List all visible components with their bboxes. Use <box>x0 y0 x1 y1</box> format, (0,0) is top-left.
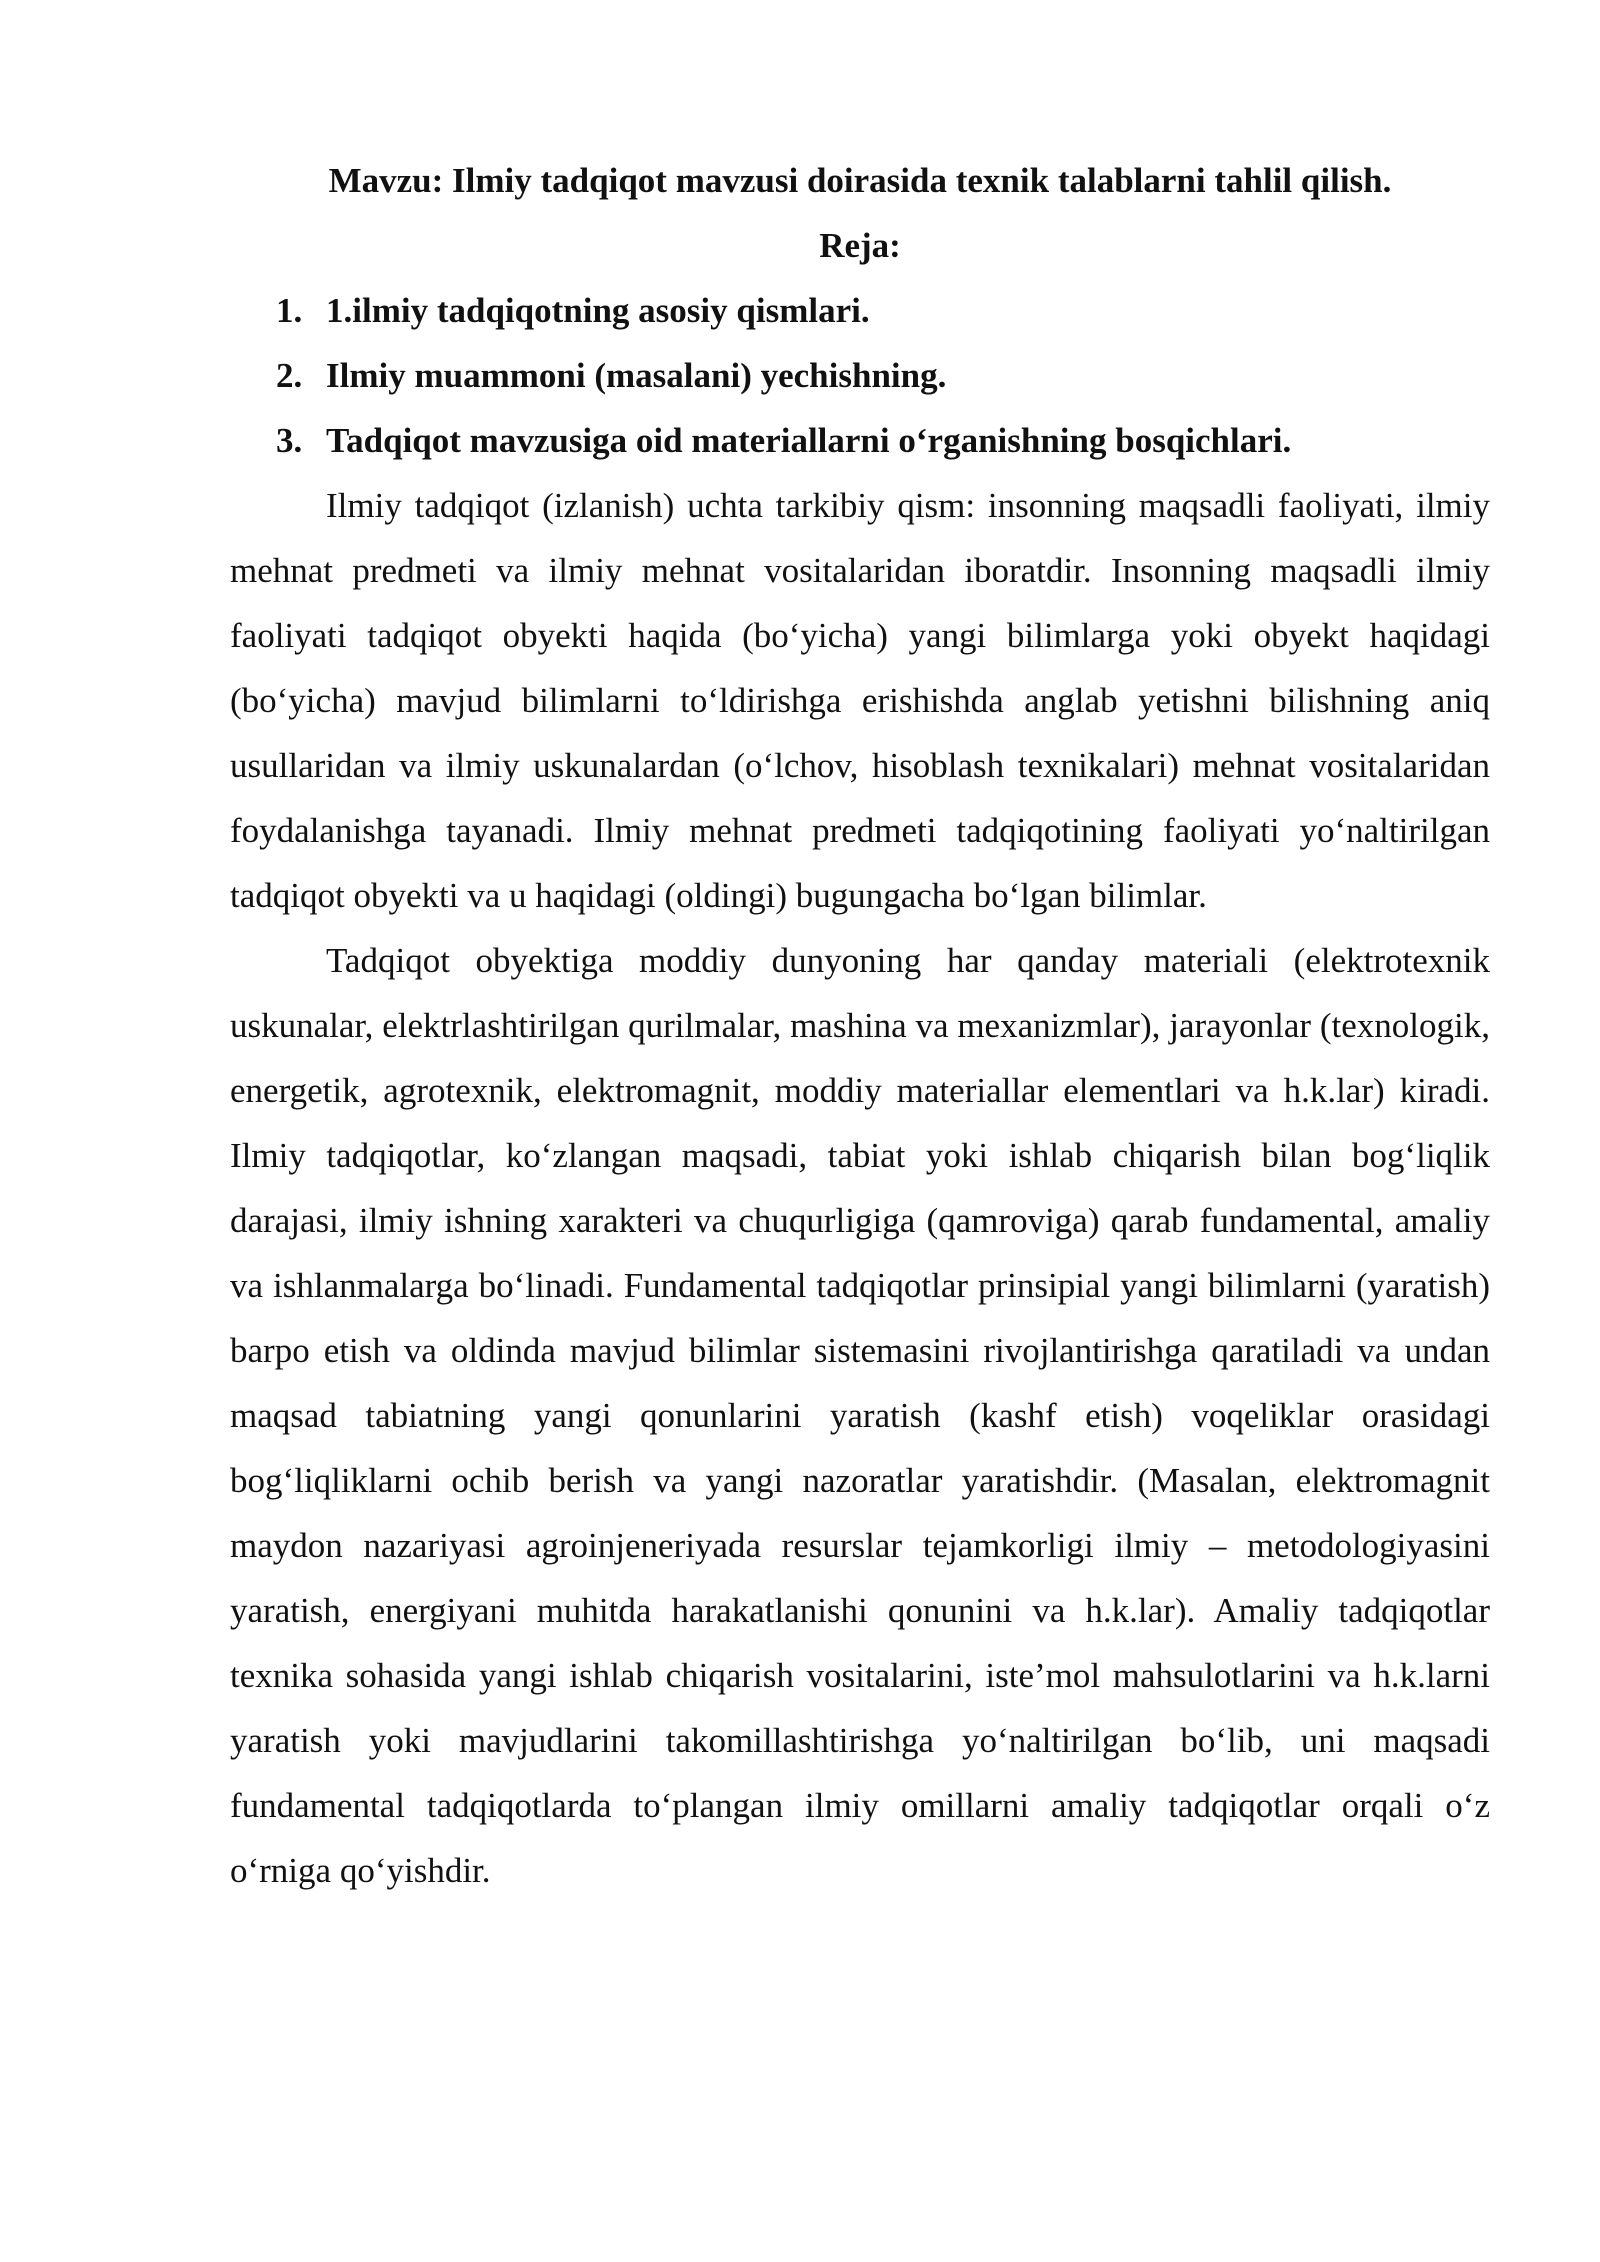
plan-list <box>230 278 1490 473</box>
body-paragraph: Ilmiy tadqiqot (izlanish) uchta tarkibiy qism: insonning maqsadli faoliyati, ilmiy mehnat predmeti va ilmiy mehnat vositalaridan iboratdir. Insonning maqsadli ilmiy faoliyati tadqiqot obyekti haqida (bo‘yicha) yangi bilimlarga yoki obyekt haqidagi (bo‘yicha) mavjud bilimlarni to‘ldirishga erishishda anglab yetishni bilishning aniq usullaridan va ilmiy uskunalardan (o‘lchov, hisoblash texnikalari) mehnat vositalaridan foydalanishga tayanadi. Ilmiy mehnat predmeti tadqiqotining faoliyati yo‘naltirilgan tadqiqot obyekti va u haqidagi (oldingi) bugungacha bo‘lgan bilimlar. <box>230 486 1490 915</box>
plan-item-text: 1.ilmiy tadqiqotning asosiy qismlari. <box>326 291 870 330</box>
plan-item <box>276 278 1490 343</box>
plan-item <box>276 343 1490 408</box>
plan-item-number: 3. <box>276 421 303 460</box>
plan-item <box>276 408 1490 473</box>
body-paragraph: Tadqiqot obyektiga moddiy dunyoning har qanday materiali (elektrotexnik uskunalar, elektrlashtirilgan qurilmalar, mashina va mexanizmlar), jarayonlar (texnologik, energetik, agrotexnik, elektromagnit, moddiy materiallar elementlari va h.k.lar) kiradi. Ilmiy tadqiqotlar, ko‘zlangan maqsadi, tabiat yoki ishlab chiqarish bilan bog‘liqlik darajasi, ilmiy ishning xarakteri va chuqurligiga (qamroviga) qarab fundamental, amaliy va ishlanmalarga bo‘linadi. Fundamental tadqiqotlar prinsipial yangi bilimlarni (yaratish) barpo etish va oldinda mavjud bilimlar sistemasini rivojlantirishga qaratiladi va undan maqsad tabiatning yangi qonunlarini yaratish (kashf etish) voqeliklar orasidagi bog‘liqliklarni ochib berish va yangi nazoratlar yaratishdir. (Masalan, elektromagnit maydon nazariyasi agroinjeneriyada resurslar tejamkorligi ilmiy – metodologiyasini yaratish, energiyani muhitda harakatlanishi qonunini va h.k.lar). Amaliy tadqiqotlar texnika sohasida yangi ishlab chiqarish vositalarini, iste’mol mahsulotlarini va h.k.larni yaratish yoki mavjudlarini takomillashtirishga yo‘naltirilgan bo‘lib, uni maqsadi fundamental tadqiqotlarda to‘plangan ilmiy omillarni amaliy tadqiqotlar orqali o‘z o‘rniga qo‘yishdir. <box>230 941 1490 1890</box>
plan-item-number: 1. <box>276 291 303 330</box>
plan-heading: Reja: <box>819 226 901 265</box>
plan-item-text: Ilmiy muammoni (masalani) yechishning. <box>326 356 947 395</box>
document-title: Mavzu: Ilmiy tadqiqot mavzusi doirasida texnik talablarni tahlil qilish. <box>328 161 1392 200</box>
document-page <box>230 148 1490 1903</box>
plan-item-number: 2. <box>276 356 303 395</box>
plan-item-text: Tadqiqot mavzusiga oid materiallarni o‘rganishning bosqichlari. <box>326 421 1292 460</box>
